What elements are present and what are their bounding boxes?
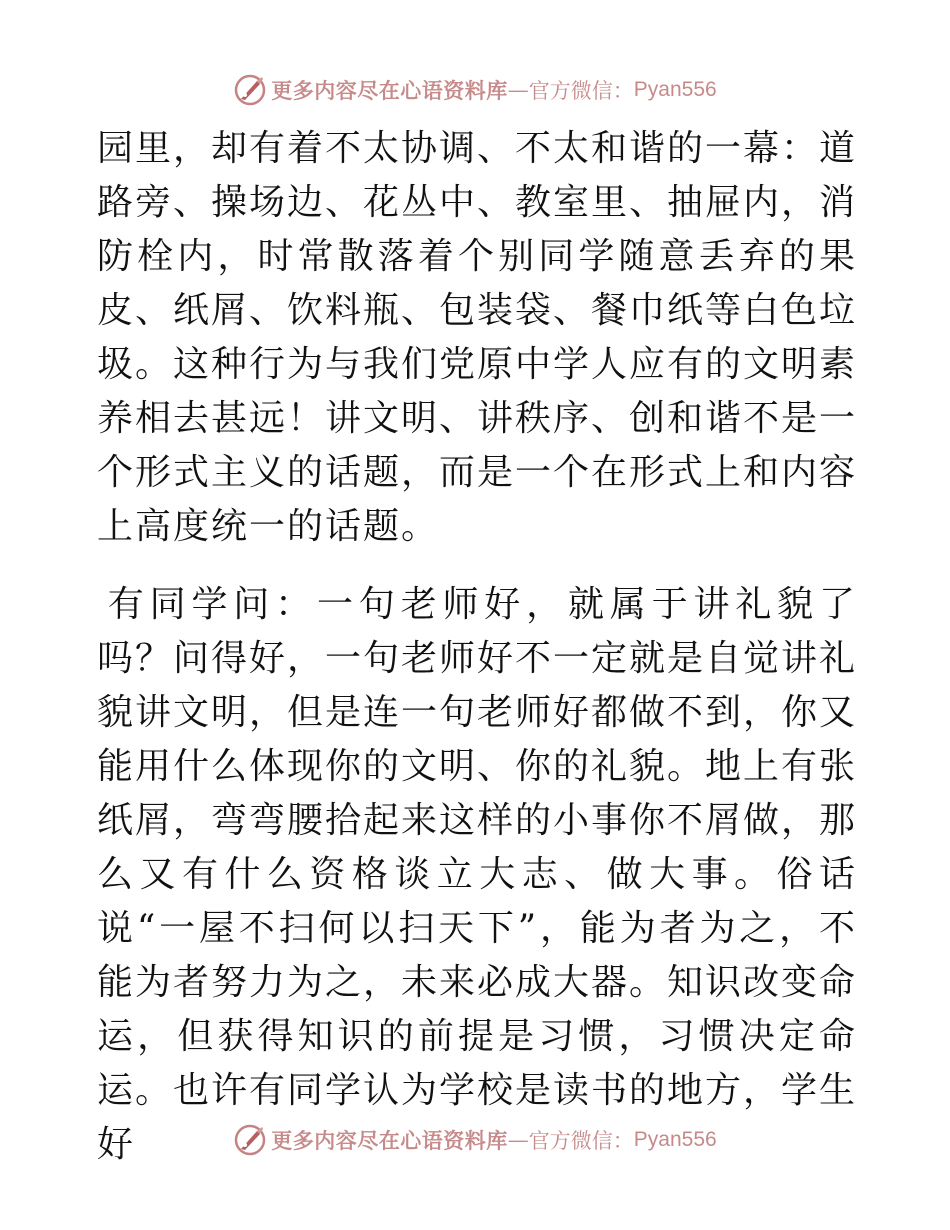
quill-seal-logo-icon <box>233 1123 267 1157</box>
document-body <box>97 122 857 1172</box>
watermark-separator: — <box>507 78 529 102</box>
quill-seal-logo-icon <box>233 73 267 107</box>
watermark-separator: — <box>507 1128 529 1152</box>
body-paragraph-2: 有同学问：一句老师好，就属于讲礼貌了吗？问得好，一句老师好不一定就是自觉讲礼貌讲文明，但是连一句老师好都做不到，你又能用什么体现你的文明、你的礼貌。地上有张纸屑，弯弯腰拾起来这样的小事你不屑做，那么又有什么资格谈立大志、做大事。俗话说“一屋不扫何以扫天下”，能为者为之，不能为者努力为之，未来必成大器。知识改变命运，但获得知识的前提是习惯，习惯决定命运。也许有同学认为学校是读书的地方，学生好 <box>97 584 858 1165</box>
watermark-site-text: 更多内容尽在心语资料库 <box>271 1128 508 1153</box>
watermark-wechat-id: Pyan556 <box>633 1128 717 1151</box>
watermark-wechat-label: 官方微信： <box>528 79 634 103</box>
body-paragraph-1: 园里，却有着不太协调、不太和谐的一幕：道路旁、操场边、花丛中、教室里、抽屉内，消防栓内，时常散落着个别同学随意丢弃的果皮、纸屑、饮料瓶、包装袋、餐巾纸等白色垃圾。这种行为与我们党原中学人应有的文明素养相去甚远！讲文明、讲秩序、创和谐不是一个形式主义的话题，而是一个在形式上和内容上高度统一的话题。 <box>97 128 858 547</box>
watermark-site-text: 更多内容尽在心语资料库 <box>271 78 508 103</box>
watermark-wechat-id: Pyan556 <box>633 78 717 101</box>
footer-watermark <box>0 1120 950 1160</box>
watermark-wechat-label: 官方微信： <box>528 1129 634 1153</box>
header-watermark <box>0 70 950 110</box>
